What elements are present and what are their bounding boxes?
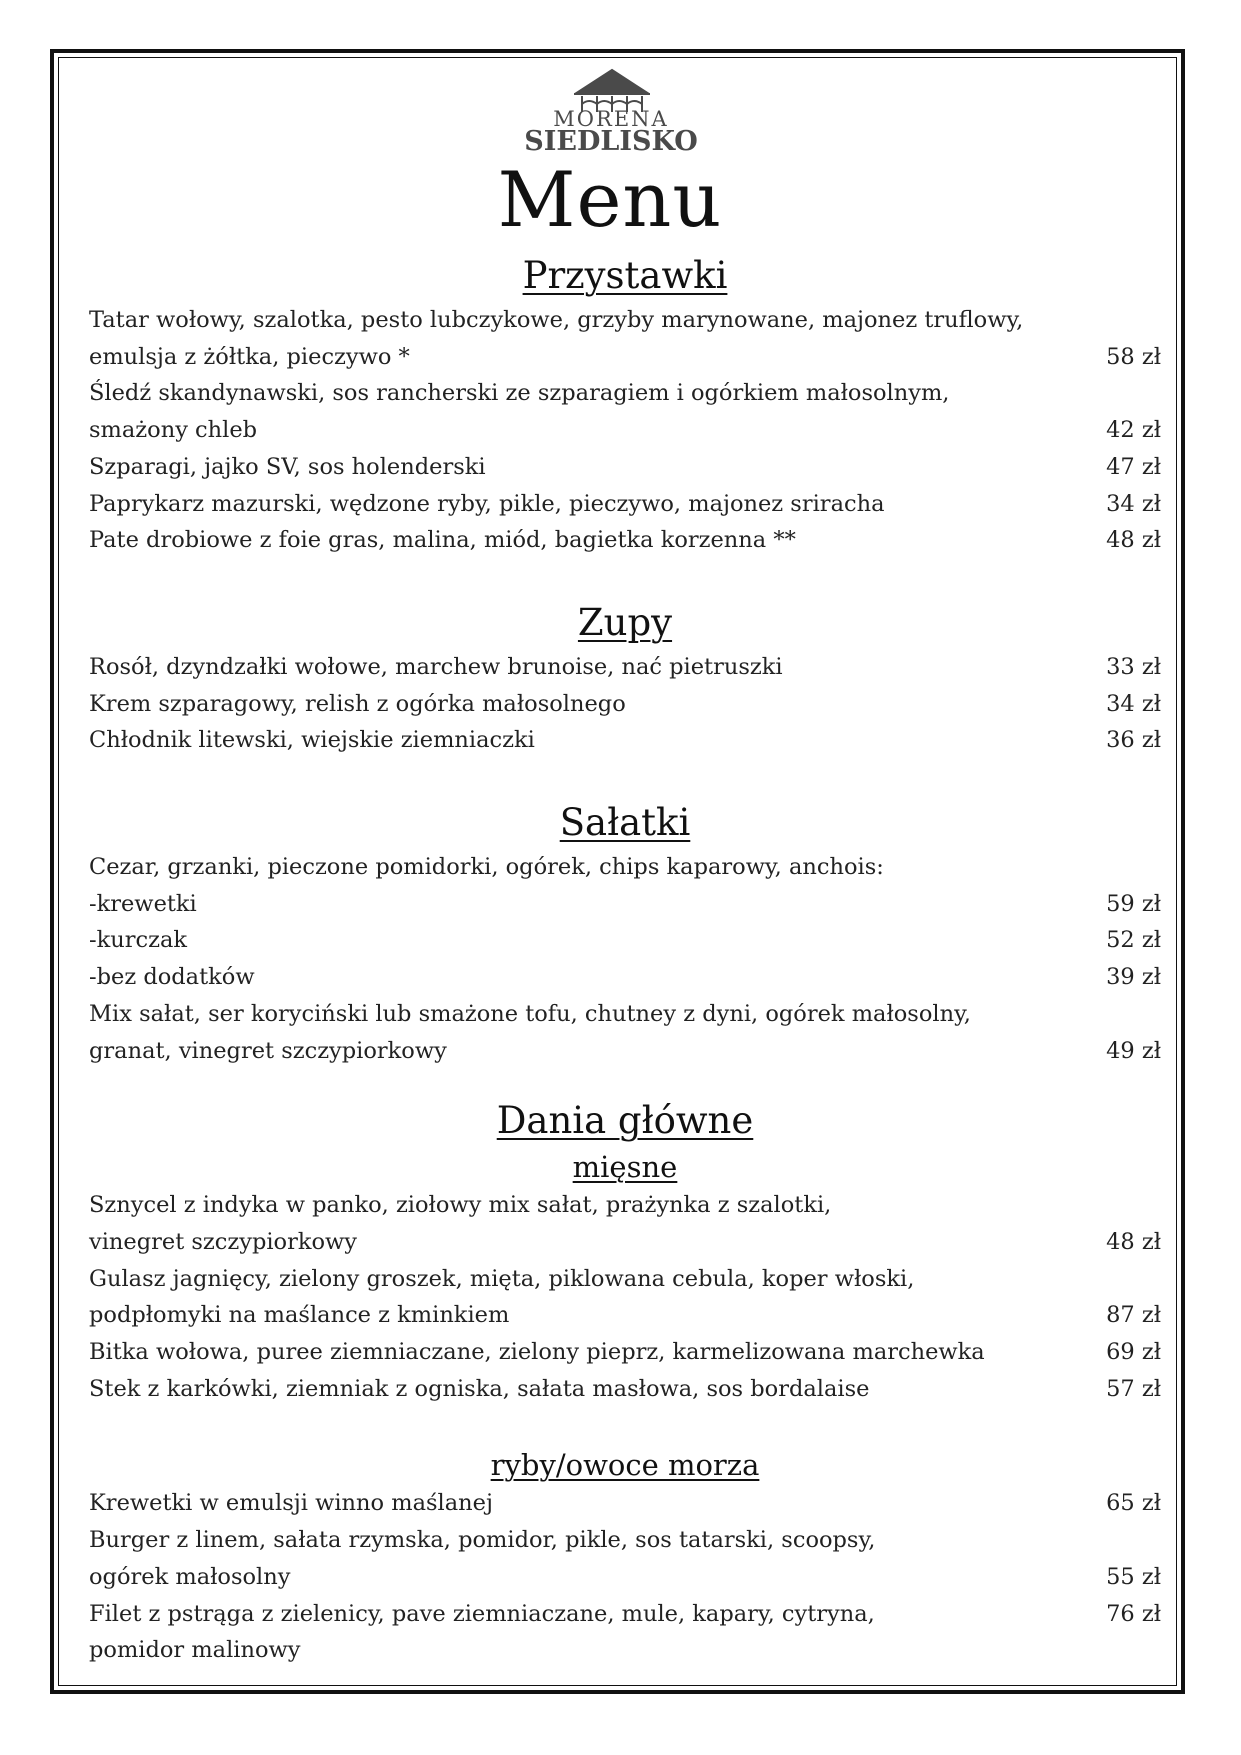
menu-item — [89, 302, 1161, 375]
item-price: 59 zł — [1106, 890, 1161, 917]
item-desc: Mix sałat, ser koryciński lub smażone tofu, chutney z dyni, ogórek małosolny, granat, vinegret szczypiorkowy — [89, 1000, 971, 1064]
item-desc: Krewetki w emulsji winno maślanej — [89, 1490, 493, 1517]
item-price: 34 zł — [1106, 490, 1161, 517]
menu-item — [89, 375, 1161, 448]
item-desc: Szparagi, jajko SV, sos holenderski — [89, 453, 486, 480]
menu-item — [89, 959, 1161, 996]
section-title-przystawki: Przystawki — [522, 254, 728, 297]
item-desc: -krewetki — [89, 890, 197, 917]
menu-item — [89, 522, 1161, 559]
menu-item — [89, 649, 1161, 686]
section-title-salatki: Sałatki — [559, 801, 691, 845]
item-price: 52 zł — [1106, 927, 1161, 954]
item-price: 55 zł — [1106, 1563, 1161, 1590]
section-title-zupy: Zupy — [577, 600, 673, 644]
item-desc: -bez dodatków — [89, 964, 255, 991]
item-desc: Tatar wołowy, szalotka, pesto lubczykowe, grzyby marynowane, majonez truflowy, emulsja z żółtka, pieczywo * — [89, 307, 1024, 370]
menu-item — [89, 1522, 1161, 1595]
gazebo-logo-icon — [0, 68, 1220, 158]
menu-item — [89, 886, 1161, 923]
menu-item — [89, 1261, 1161, 1334]
item-price: 76 zł — [1106, 1600, 1161, 1627]
menu-item — [89, 922, 1161, 959]
item-desc: Krem szparagowy, relish z ogórka małosolnego — [89, 690, 626, 717]
item-desc: Gulasz jagnięcy, zielony groszek, mięta, piklowana cebula, koper włoski, podpłomyki na maślance z kminkiem — [89, 1265, 915, 1329]
menu-item — [89, 449, 1161, 486]
item-price: 48 zł — [1106, 527, 1161, 554]
item-price: 65 zł — [1106, 1490, 1161, 1517]
logo — [0, 68, 1220, 158]
menu-item — [89, 686, 1161, 723]
logo-line2: SIEDLISKO — [524, 126, 698, 157]
item-price: 36 zł — [1106, 727, 1161, 754]
item-desc: Cezar, grzanki, pieczone pomidorki, ogórek, chips kaparowy, anchois: — [89, 854, 884, 881]
item-price: 42 zł — [1106, 417, 1161, 444]
item-desc: Chłodnik litewski, wiejskie ziemniaczki — [89, 727, 535, 754]
item-price: 49 zł — [1106, 1037, 1161, 1064]
item-desc: Pate drobiowe z foie gras, malina, miód, bagietka korzenna ** — [89, 527, 796, 554]
item-desc: Stek z karkówki, ziemniak z ogniska, sałata masłowa, sos bordalaise — [89, 1375, 870, 1402]
item-price: 57 zł — [1106, 1375, 1161, 1402]
subsection-title-miesne: mięsne — [572, 1150, 678, 1185]
page-title: Menu — [497, 155, 723, 244]
item-desc: -kurczak — [89, 927, 187, 954]
menu-item — [89, 1596, 1161, 1669]
item-desc: Filet z pstrąga z zielenicy, pave ziemniaczane, mule, kapary, cytryna, pomidor malinowy — [89, 1600, 875, 1664]
menu-item — [89, 1371, 1161, 1408]
menu-item — [89, 1187, 1161, 1260]
item-price: 48 zł — [1106, 1228, 1161, 1255]
menu-item — [89, 996, 1161, 1069]
item-price: 34 zł — [1106, 690, 1161, 717]
item-price: 69 zł — [1106, 1339, 1161, 1366]
item-price: 87 zł — [1106, 1302, 1161, 1329]
section-title-dania-glowne: Dania główne — [496, 1099, 754, 1143]
item-desc: Sznycel z indyka w panko, ziołowy mix sałat, prażynka z szalotki, vinegret szczypiorkowy — [89, 1192, 832, 1255]
item-desc: Bitka wołowa, puree ziemniaczane, zielony pieprz, karmelizowana marchewka — [89, 1339, 985, 1366]
menu-item — [89, 1485, 1161, 1522]
item-desc: Rosół, dzyndzałki wołowe, marchew brunoise, nać pietruszki — [89, 653, 783, 680]
menu-item — [89, 1334, 1161, 1371]
logo-line1: MORENA — [553, 107, 669, 131]
menu-item — [89, 849, 1161, 886]
menu-item — [89, 722, 1161, 759]
menu-item — [89, 486, 1161, 523]
item-price: 58 zł — [1106, 343, 1161, 370]
item-price: 47 zł — [1106, 453, 1161, 480]
item-desc: Śledź skandynawski, sos rancherski ze szparagiem i ogórkiem małosolnym, smażony chleb — [89, 380, 950, 444]
item-price: 33 zł — [1106, 653, 1161, 680]
item-price: 39 zł — [1106, 964, 1161, 991]
subsection-title-ryby: ryby/owoce morza — [490, 1448, 760, 1483]
item-desc: Burger z linem, sałata rzymska, pomidor, pikle, sos tatarski, scoopsy, ogórek małosolny — [89, 1527, 876, 1590]
item-desc: Paprykarz mazurski, wędzone ryby, pikle, pieczywo, majonez sriracha — [89, 490, 885, 517]
menu-content — [89, 250, 1161, 1669]
